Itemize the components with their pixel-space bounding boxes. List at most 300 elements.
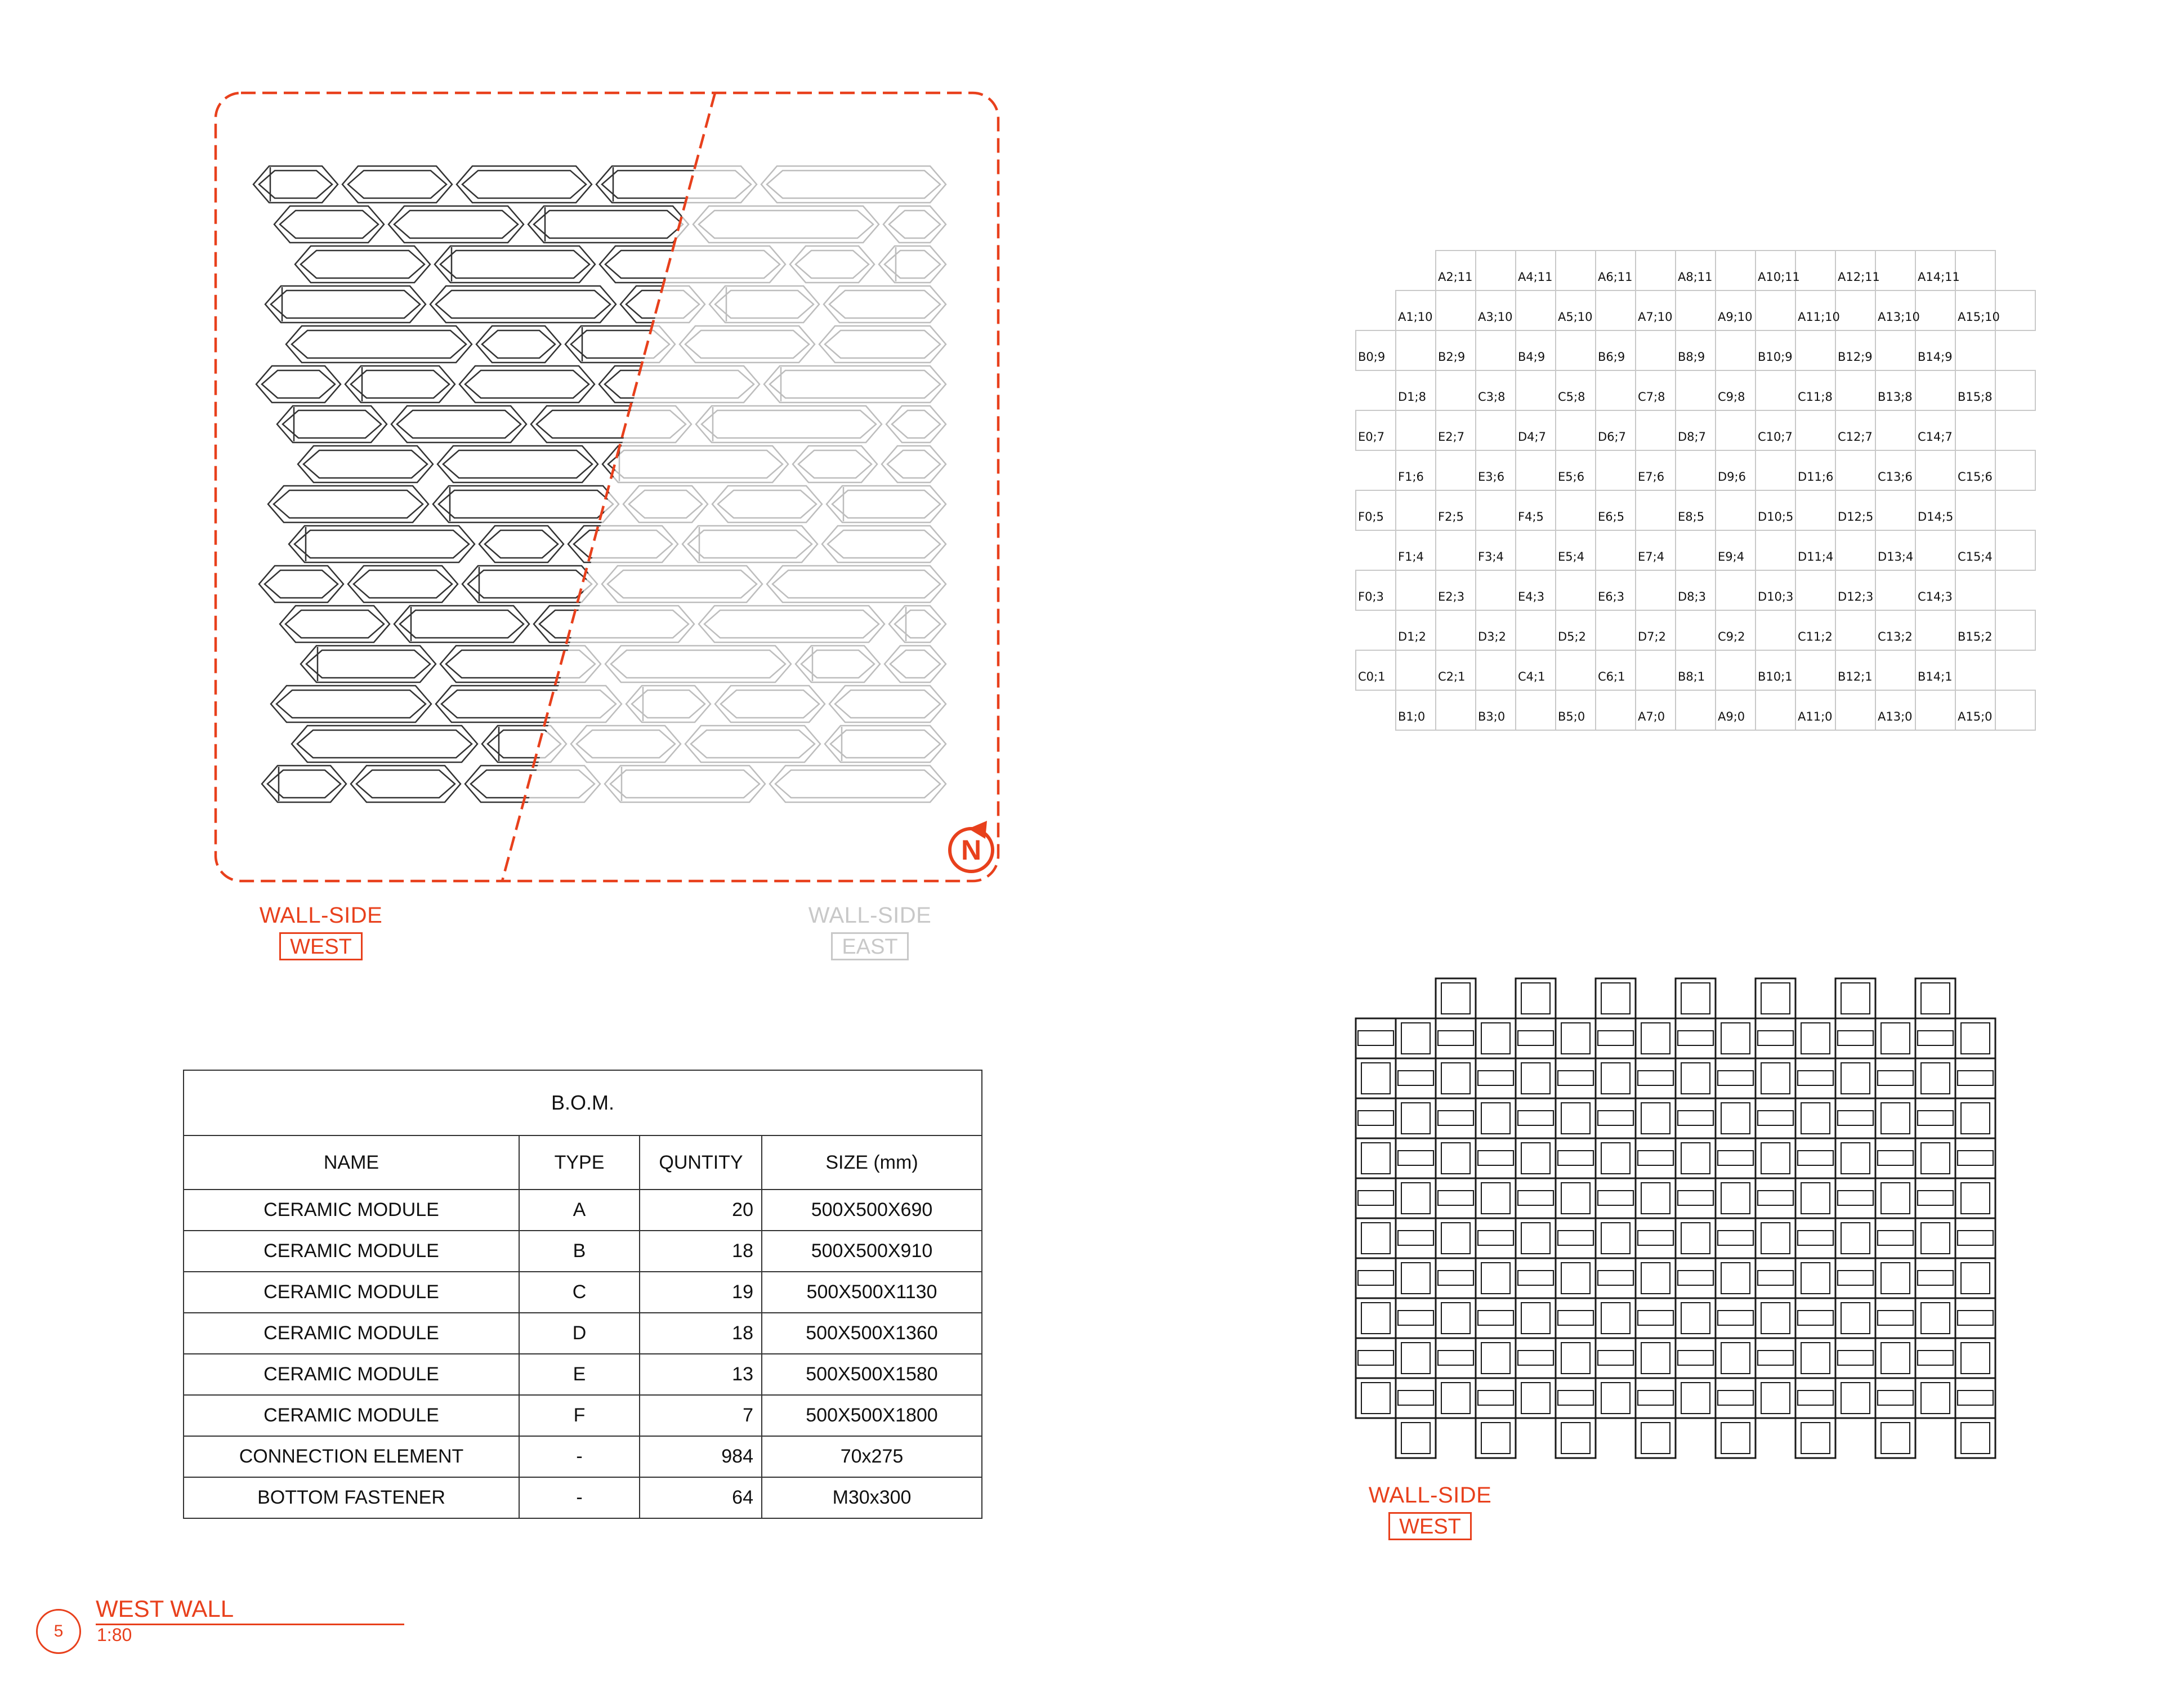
plan-module-detail [1518,1351,1553,1365]
cell-type: C [519,1272,640,1313]
module-id-label: B14;9 [1918,350,1953,364]
plan-module-detail [1521,1303,1550,1334]
plan-module-detail [1361,1383,1390,1414]
col-header-size: SIZE (mm) [762,1135,982,1190]
cell-name: CERAMIC MODULE [184,1313,519,1354]
module-id-label: B8;1 [1678,670,1705,683]
module-id-label: D11;4 [1798,550,1834,564]
plan-module-detail [1361,1143,1390,1174]
plan-module-detail [1518,1191,1553,1205]
module-id-label: E5;4 [1558,550,1585,564]
module-id-label: E4;3 [1518,590,1545,603]
module-id-label: B10;9 [1758,350,1793,364]
plan-module-detail [1718,1231,1753,1245]
plan-module-detail [1638,1311,1673,1325]
plan-module-detail [1678,1191,1713,1205]
plan-module-detail [1958,1071,1993,1085]
module-id-label: D10;3 [1758,590,1794,603]
module-id-label: D13;4 [1878,550,1914,564]
cell-type: - [519,1436,640,1477]
cell-quantity: 984 [640,1436,762,1477]
module-id-label: D10;5 [1758,510,1794,524]
plan-module-detail [1561,1263,1590,1294]
plan-wall-side-west-label [1351,1482,1509,1540]
plan-module-detail [1401,1103,1430,1134]
plan-module-detail [1561,1343,1590,1374]
plan-module-detail [1761,1303,1790,1334]
plan-module-detail [1878,1151,1913,1165]
module-id-label: C2;1 [1438,670,1466,683]
module-id-label: B14;1 [1918,670,1953,683]
module-id-label: F0;3 [1358,590,1384,603]
module-id-label: D12;5 [1838,510,1874,524]
plan-module-detail [1441,983,1470,1014]
module-id-label: A7;0 [1638,710,1665,723]
table-row [184,1395,982,1436]
module-id-label: C14;7 [1918,430,1953,444]
plan-module-detail [1441,1303,1470,1334]
cell-name: CONNECTION ELEMENT [184,1436,519,1477]
plan-module-detail [1521,1063,1550,1094]
plan-module-detail [1921,1383,1950,1414]
plan-module-detail [1841,983,1870,1014]
module-id-label: B13;8 [1878,390,1913,404]
plan-module-detail [1641,1023,1670,1054]
plan-module-detail [1638,1231,1673,1245]
plan-module-detail [1681,1383,1710,1414]
plan-module-detail [1958,1390,1993,1405]
module-id-label: E2;7 [1438,430,1465,444]
plan-module-detail [1761,983,1790,1014]
plan-module-detail [1558,1231,1593,1245]
plan-module-detail [1801,1343,1830,1374]
plan-module-detail [1681,1143,1710,1174]
module-id-label: F2;5 [1438,510,1464,524]
plan-module-detail [1841,1223,1870,1254]
plan-module-detail [1358,1111,1393,1125]
plan-module-detail [1478,1071,1513,1085]
plan-module-detail [1881,1423,1910,1454]
plan-module-detail [1761,1143,1790,1174]
module-id-label: A1;10 [1398,310,1433,324]
cell-name: CERAMIC MODULE [184,1395,519,1436]
cell-quantity: 13 [640,1354,762,1395]
module-id-label: E6;3 [1598,590,1625,603]
plan-module-detail [1681,1303,1710,1334]
plan-module-detail [1881,1023,1910,1054]
plan-module-detail [1921,1223,1950,1254]
plan-module-detail [1678,1111,1713,1125]
col-header-type: TYPE [519,1135,640,1190]
plan-module-detail [1921,1143,1950,1174]
module-id-label: C3;8 [1478,390,1506,404]
plan-module-detail [1841,1063,1870,1094]
plan-module-detail [1801,1423,1830,1454]
plan-module-detail [1558,1311,1593,1325]
module-id-label: B1;0 [1398,710,1426,723]
plan-module-detail [1561,1103,1590,1134]
plan-module-detail [1518,1271,1553,1285]
module-id-label: A3;10 [1478,310,1513,324]
module-id-label: C4;1 [1518,670,1545,683]
cell-quantity: 19 [640,1272,762,1313]
module-id-label: D5;2 [1558,630,1586,643]
module-id-label: B12;9 [1838,350,1873,364]
module-id-label: D12;3 [1838,590,1874,603]
plan-module-detail [1601,1143,1630,1174]
plan-module-detail [1641,1423,1670,1454]
cell-size: 500X500X1800 [762,1395,982,1436]
plan-module-detail [1721,1183,1750,1214]
plan-module-detail [1358,1031,1393,1045]
plan-module-detail [1641,1103,1670,1134]
wall-side-title: WALL-SIDE [808,903,932,928]
plan-module-detail [1758,1111,1793,1125]
cell-quantity: 7 [640,1395,762,1436]
module-id-label: D14;5 [1918,510,1954,524]
cell-name: CERAMIC MODULE [184,1190,519,1231]
plan-module-detail [1798,1390,1833,1405]
plan-module-detail [1601,1223,1630,1254]
plan-module-detail [1681,1063,1710,1094]
plan-module-detail [1478,1231,1513,1245]
module-id-label: A4;11 [1518,270,1553,284]
cell-type: B [519,1231,640,1272]
plan-module-detail [1638,1071,1673,1085]
plan-module-detail [1798,1311,1833,1325]
plan-module-detail [1881,1263,1910,1294]
module-id-label: A11;0 [1798,710,1833,723]
plan-module-detail [1558,1071,1593,1085]
plan-module-detail [1521,1223,1550,1254]
cell-type: E [519,1354,640,1395]
drawing-number-badge: 5 [36,1609,81,1654]
bom-title: B.O.M. [184,1070,982,1135]
module-id-label: C13;6 [1878,470,1913,484]
plan-module-detail [1961,1423,1990,1454]
module-id-label: F0;5 [1358,510,1384,524]
plan-module-detail [1441,1383,1470,1414]
module-id-label: D3;2 [1478,630,1506,643]
plan-module-detail [1441,1063,1470,1094]
table-row [184,1477,982,1518]
plan-module-detail [1841,1303,1870,1334]
plan-module-detail [1721,1023,1750,1054]
col-header-quantity: QUNTITY [640,1135,762,1190]
plan-module-detail [1681,983,1710,1014]
plan-module-detail [1518,1031,1553,1045]
plan-module-detail [1641,1183,1670,1214]
plan-module-detail [1438,1271,1473,1285]
cell-quantity: 20 [640,1190,762,1231]
plan-module-detail [1601,1303,1630,1334]
plan-module-detail [1641,1263,1670,1294]
module-id-label: A9;0 [1718,710,1745,723]
plan-module-detail [1958,1311,1993,1325]
module-id-label: B2;9 [1438,350,1466,364]
module-id-label: C10;7 [1758,430,1793,444]
module-id-label: C15;4 [1958,550,1993,564]
plan-module-detail [1761,1383,1790,1414]
cell-name: CERAMIC MODULE [184,1354,519,1395]
module-id-label: E6;5 [1598,510,1625,524]
cell-type: A [519,1190,640,1231]
plan-module-detail [1878,1311,1913,1325]
cell-size: 70x275 [762,1436,982,1477]
plan-module-detail [1601,1063,1630,1094]
module-id-label: B3;0 [1478,710,1506,723]
module-id-label: D8;7 [1678,430,1706,444]
plan-module-detail [1401,1423,1430,1454]
module-id-label: A15;0 [1958,710,1993,723]
plan-module-detail [1638,1390,1673,1405]
module-id-label: C11;2 [1798,630,1833,643]
plan-module-detail [1398,1151,1433,1165]
wall-side-tag-west: WEST [279,932,363,960]
plan-module-detail [1601,983,1630,1014]
module-id-label: C9;8 [1718,390,1745,404]
plan-module-detail [1438,1111,1473,1125]
plan-module-detail [1921,983,1950,1014]
plan-module-detail [1881,1343,1910,1374]
module-id-label: D11;6 [1798,470,1834,484]
plan-module-detail [1401,1343,1430,1374]
plan-module-detail [1801,1023,1830,1054]
module-id-label: F1;6 [1398,470,1424,484]
plan-module-detail [1961,1023,1990,1054]
plan-module-detail [1521,1143,1550,1174]
plan-module-detail [1438,1191,1473,1205]
module-id-label: F4;5 [1518,510,1544,524]
plan-module-detail [1958,1231,1993,1245]
plan-module-detail [1518,1111,1553,1125]
module-id-label: A15;10 [1958,310,2000,324]
plan-module-detail [1598,1111,1633,1125]
plan-module-detail [1398,1390,1433,1405]
module-id-label: B10;1 [1758,670,1793,683]
cell-size: 500X500X1130 [762,1272,982,1313]
plan-module-detail [1401,1183,1430,1214]
plan-module-detail [1838,1191,1873,1205]
table-row [184,1313,982,1354]
cell-name: CERAMIC MODULE [184,1272,519,1313]
plan-module-detail [1361,1303,1390,1334]
plan-module-detail [1921,1303,1950,1334]
module-id-label: C14;3 [1918,590,1953,603]
plan-module-detail [1561,1023,1590,1054]
plan-module-detail [1798,1231,1833,1245]
module-id-label: E8;5 [1678,510,1705,524]
cell-type: F [519,1395,640,1436]
module-id-label: E7;4 [1638,550,1665,564]
module-id-label: E0;7 [1358,430,1385,444]
plan-module-detail [1398,1311,1433,1325]
plan-module-detail [1481,1423,1510,1454]
module-id-label: C9;2 [1718,630,1745,643]
plan-module-detail [1598,1031,1633,1045]
plan-module-detail [1558,1390,1593,1405]
wall-side-tag-west: WEST [1388,1512,1472,1540]
plan-module-detail [1398,1231,1433,1245]
plan-module-detail [1841,1143,1870,1174]
plan-module-detail [1721,1423,1750,1454]
plan-module-detail [1801,1263,1830,1294]
plan-module-detail [1758,1191,1793,1205]
plan-module-detail [1718,1151,1753,1165]
col-header-name: NAME [184,1135,519,1190]
plan-module-detail [1478,1151,1513,1165]
plan-module-detail [1838,1351,1873,1365]
plan-module-detail [1921,1063,1950,1094]
module-id-label: B15;2 [1958,630,1993,643]
plan-module-detail [1678,1271,1713,1285]
table-row [184,1436,982,1477]
cell-size: 500X500X1580 [762,1354,982,1395]
plan-module-detail [1558,1151,1593,1165]
module-id-label: D9;6 [1718,470,1746,484]
cell-size: 500X500X690 [762,1190,982,1231]
module-id-label: B15;8 [1958,390,1993,404]
module-id-label: B8;9 [1678,350,1705,364]
module-id-label: A13;0 [1878,710,1913,723]
plan-module-detail [1761,1063,1790,1094]
module-id-label: A12;11 [1838,270,1880,284]
table-row [184,1231,982,1272]
cell-type: - [519,1477,640,1518]
plan-module-detail [1641,1343,1670,1374]
module-id-label: D1;2 [1398,630,1426,643]
cell-name: CERAMIC MODULE [184,1231,519,1272]
module-id-label: A5;10 [1558,310,1593,324]
plan-module-detail [1801,1183,1830,1214]
plan-module-detail [1481,1183,1510,1214]
plan-module-detail [1441,1223,1470,1254]
plan-module-detail [1798,1151,1833,1165]
plan-module-detail [1361,1223,1390,1254]
plan-module-detail [1881,1103,1910,1134]
plan-module-detail [1481,1103,1510,1134]
plan-module-detail [1358,1191,1393,1205]
north-arrow-letter: N [961,834,982,866]
plan-module-detail [1438,1031,1473,1045]
plan-module-detail [1478,1311,1513,1325]
plan-module-detail [1758,1351,1793,1365]
module-id-label: D8;3 [1678,590,1706,603]
module-id-label: E2;3 [1438,590,1465,603]
plan-module-detail [1918,1351,1953,1365]
module-id-label: A11;10 [1798,310,1840,324]
module-id-label: B6;9 [1598,350,1625,364]
plan-module-detail [1841,1383,1870,1414]
plan-module-detail [1801,1103,1830,1134]
plan-module-detail [1881,1183,1910,1214]
plan-module-detail [1761,1223,1790,1254]
module-id-label: E9;4 [1718,550,1745,564]
module-id-label: C15;6 [1958,470,1993,484]
plan-module-detail [1358,1271,1393,1285]
module-id-label: D4;7 [1518,430,1546,444]
plan-module-detail [1598,1351,1633,1365]
module-id-label: B4;9 [1518,350,1545,364]
plan-module-detail [1678,1031,1713,1045]
module-id-label: A14;11 [1918,270,1960,284]
bom-table [183,1070,982,1519]
plan-module-detail [1798,1071,1833,1085]
plan-module-detail [1398,1071,1433,1085]
plan-module-detail [1358,1351,1393,1365]
plan-module-detail [1478,1390,1513,1405]
plan-module-detail [1438,1351,1473,1365]
plan-module-detail [1961,1183,1990,1214]
plan-module-detail [1721,1103,1750,1134]
plan-module-detail [1838,1271,1873,1285]
module-id-label: B12;1 [1838,670,1873,683]
wall-side-tag-east: EAST [831,932,908,960]
module-id-label: C12;7 [1838,430,1873,444]
plan-module-detail [1678,1351,1713,1365]
drawing-title-underline [96,1624,404,1625]
module-id-label: E3;6 [1478,470,1505,484]
module-id-label: C13;2 [1878,630,1913,643]
module-id-label: B5;0 [1558,710,1585,723]
module-id-label: A9;10 [1718,310,1753,324]
plan-module-detail [1561,1423,1590,1454]
plan-module-detail [1721,1263,1750,1294]
plan-module-detail [1561,1183,1590,1214]
module-id-label: B0;9 [1358,350,1386,364]
module-id-label: A10;11 [1758,270,1800,284]
plan-module-detail [1918,1031,1953,1045]
plan-module-detail [1958,1151,1993,1165]
module-id-label: C11;8 [1798,390,1833,404]
module-id-label: C0;1 [1358,670,1386,683]
plan-module-detail [1598,1191,1633,1205]
module-id-label: D6;7 [1598,430,1626,444]
table-row [184,1272,982,1313]
module-id-label: A7;10 [1638,310,1673,324]
plan-module-detail [1721,1343,1750,1374]
plan-module-detail [1598,1271,1633,1285]
cell-name: BOTTOM FASTENER [184,1477,519,1518]
module-id-label: A6;11 [1598,270,1633,284]
module-id-label: F1;4 [1398,550,1424,564]
cell-size: 500X500X910 [762,1231,982,1272]
plan-module-detail [1361,1063,1390,1094]
module-id-label: D1;8 [1398,390,1426,404]
plan-module-detail [1401,1263,1430,1294]
plan-module-detail [1961,1263,1990,1294]
table-row [184,1354,982,1395]
plan-module-detail [1441,1143,1470,1174]
plan-module-detail [1838,1111,1873,1125]
plan-module-detail [1718,1311,1753,1325]
plan-module-detail [1401,1023,1430,1054]
module-id-label: C7;8 [1638,390,1665,404]
wall-side-title: WALL-SIDE [1368,1483,1492,1508]
plan-module-detail [1601,1383,1630,1414]
plan-module-detail [1481,1263,1510,1294]
drawing-scale: 1:80 [97,1625,132,1645]
plan-module-detail [1681,1223,1710,1254]
module-id-label: A8;11 [1678,270,1713,284]
module-id-label: E7;6 [1638,470,1665,484]
plan-module-detail [1718,1071,1753,1085]
drawing-title: WEST WALL [96,1595,234,1622]
plan-module-detail [1918,1191,1953,1205]
module-id-label: F3;4 [1478,550,1504,564]
cell-size: M30x300 [762,1477,982,1518]
plan-module-detail [1758,1031,1793,1045]
